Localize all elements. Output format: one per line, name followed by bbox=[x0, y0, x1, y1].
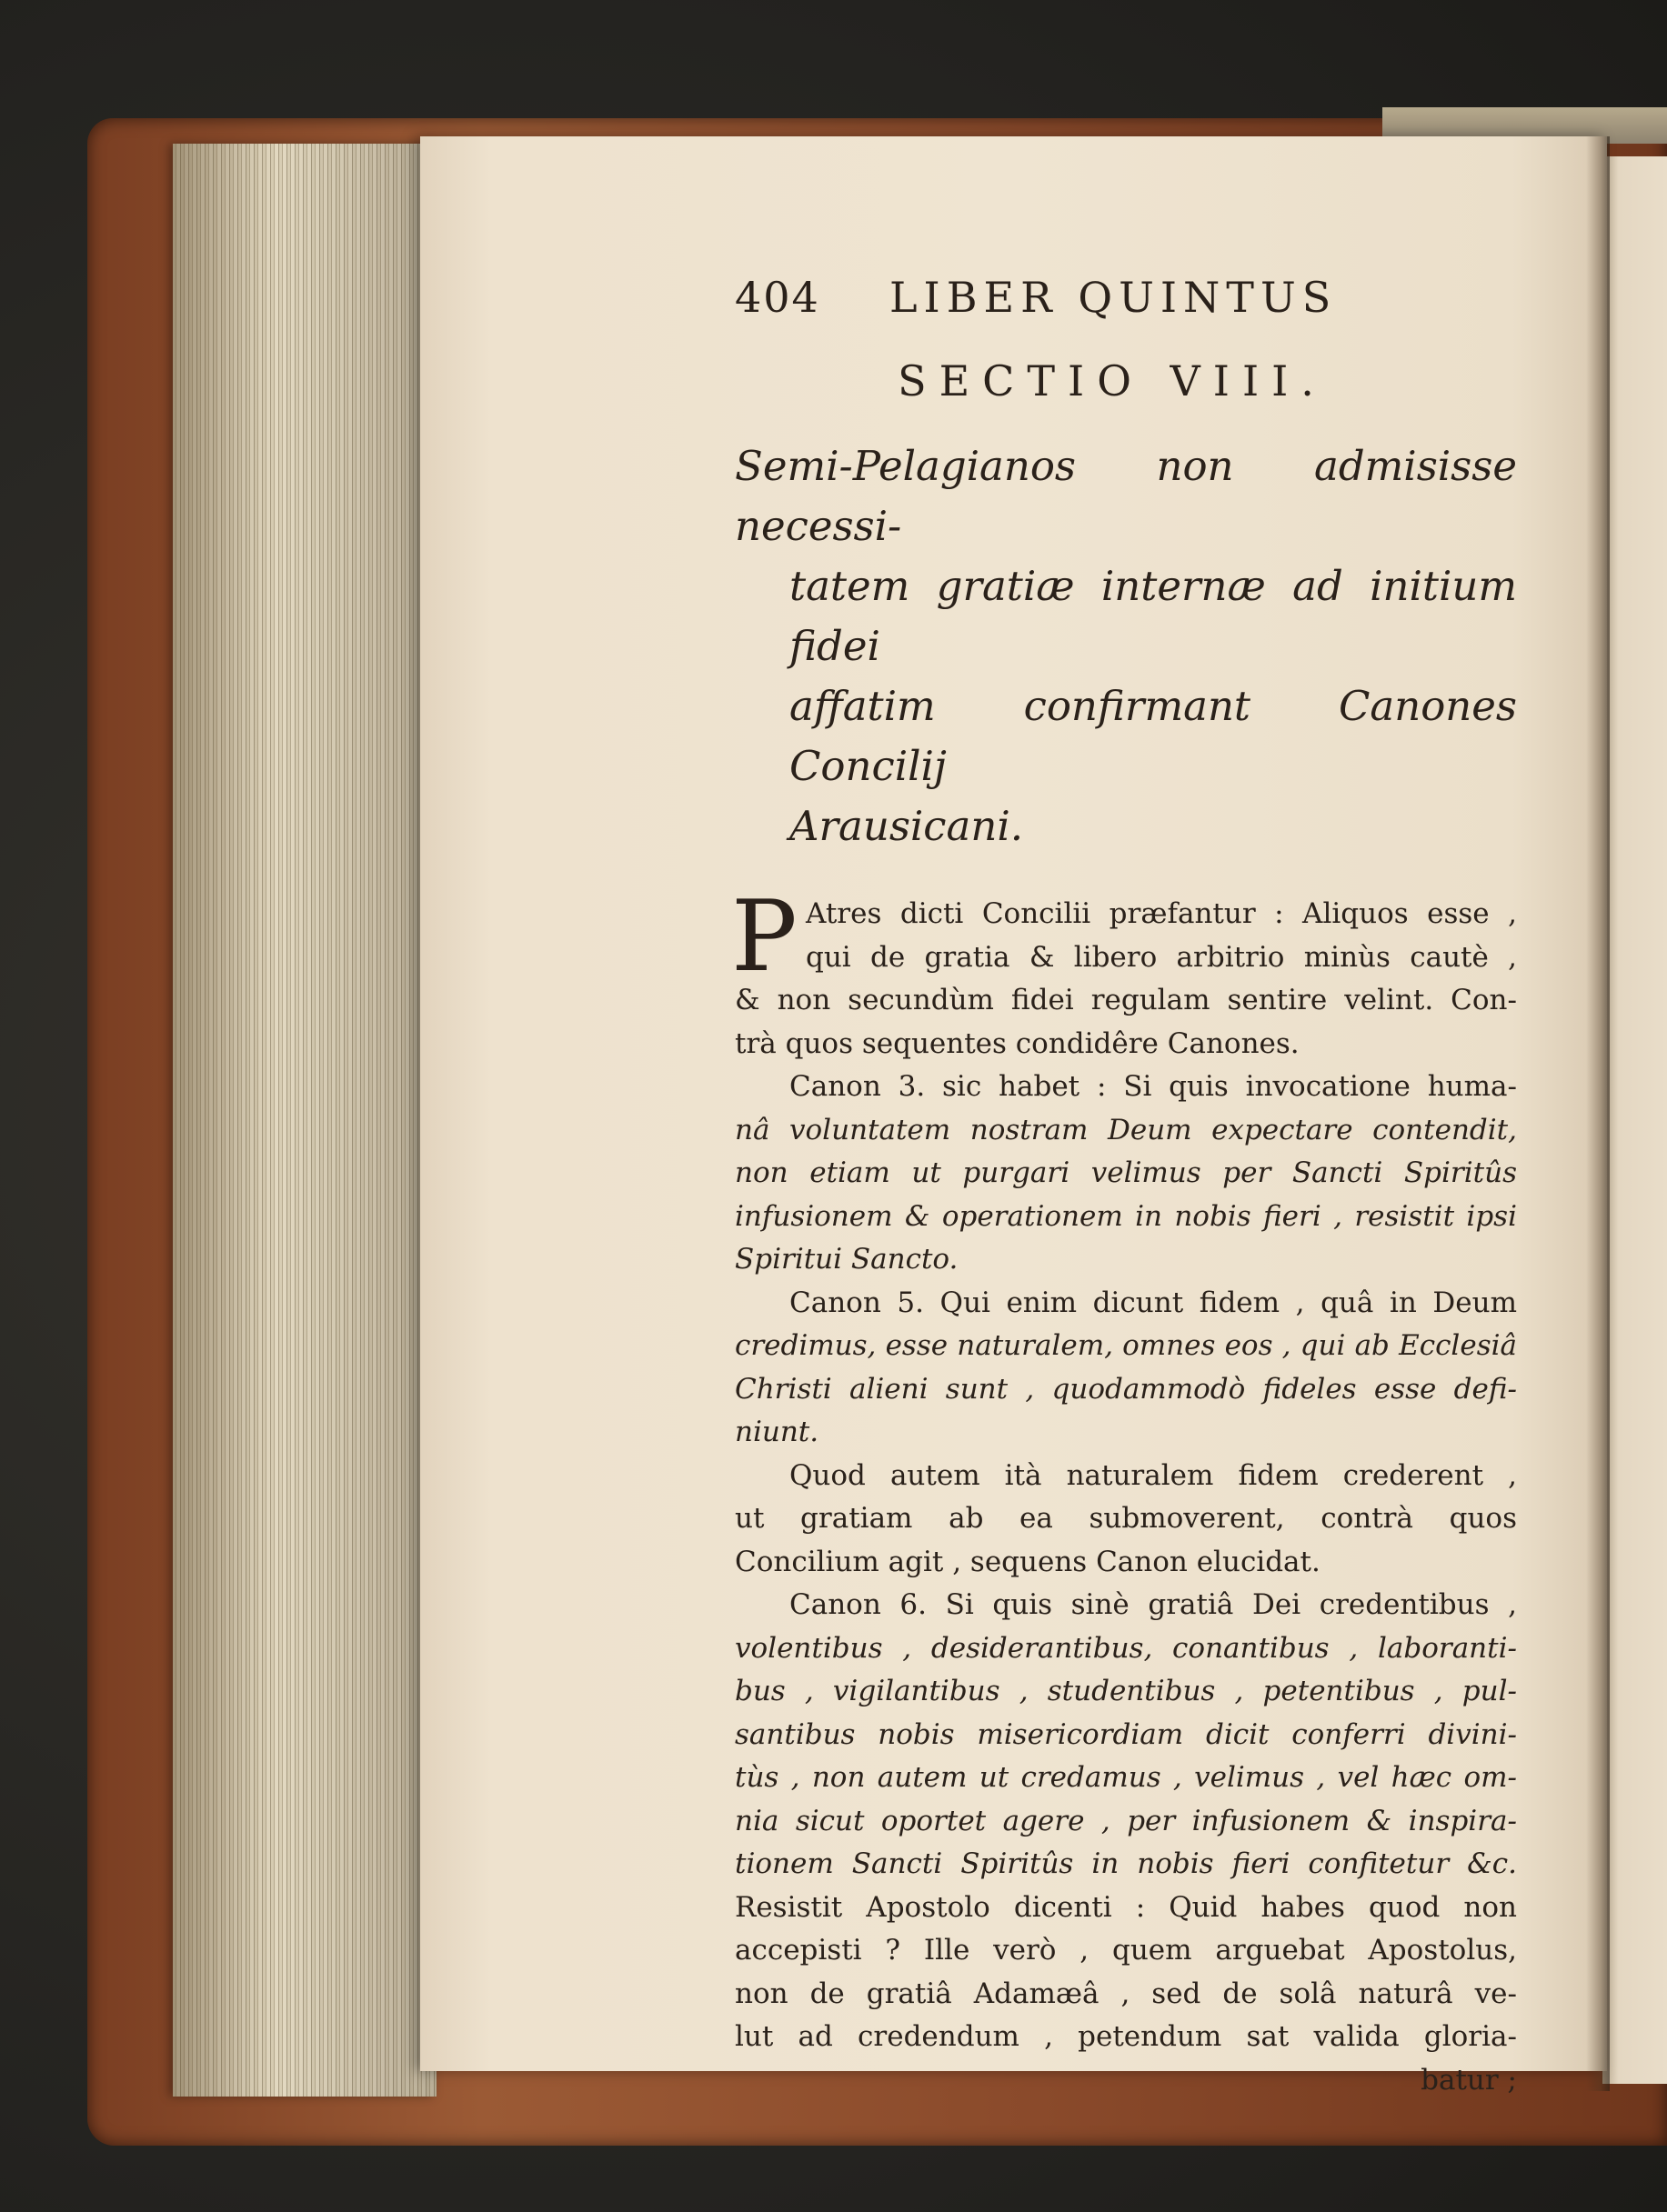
body-line: nia sicut oportet agere , per infusionem & inspira- bbox=[735, 1804, 1517, 1837]
body-line: Canon 5. Qui enim dicunt fidem , quâ in Deum bbox=[789, 1286, 1517, 1319]
body-line: Concilium agit , sequens Canon elucidat. bbox=[735, 1545, 1321, 1578]
body-line: qui de gratia & libero arbitrio minùs cautè , bbox=[806, 940, 1517, 974]
body-line: nâ voluntatem nostram Deum expectare contendit, bbox=[735, 1113, 1517, 1146]
facing-page-edge bbox=[1602, 156, 1667, 2084]
body-line: & non secundùm fidei regulam sentire velint. Con- bbox=[735, 984, 1517, 1016]
page-gutter-shadow bbox=[1586, 136, 1610, 2091]
body-line: credimus, esse naturalem, omnes eos , qui ab Ecclesiâ bbox=[735, 1329, 1517, 1362]
heading-line: tatem gratiæ internæ ad initium fidei bbox=[789, 562, 1517, 670]
body-line: niunt. bbox=[735, 1416, 819, 1448]
heading-line: Arausicani. bbox=[789, 802, 1024, 850]
body-line: Spiritui Sancto. bbox=[735, 1243, 959, 1276]
body-line: accepisti ? Ille verò , quem arguebat Apostolus, bbox=[735, 1934, 1517, 1967]
body-line: volentibus , desiderantibus, conantibus , laboranti- bbox=[735, 1631, 1517, 1665]
body-line: trà quos sequentes condidêre Canones. bbox=[735, 1026, 1300, 1060]
body-line: bus , vigilantibus , studentibus , petentibus , pul- bbox=[735, 1675, 1517, 1707]
opening-paragraph bbox=[731, 880, 1517, 994]
body-text bbox=[731, 880, 1517, 2102]
chapter-heading bbox=[735, 436, 1517, 856]
body-line: Canon 3. sic habet : Si quis invocatione huma- bbox=[789, 1070, 1517, 1103]
running-head bbox=[735, 273, 1517, 345]
drop-cap: P bbox=[731, 880, 798, 994]
body-line: lut ad credendum , petendum sat valida gloria- bbox=[735, 2020, 1517, 2053]
page-edges-shade bbox=[173, 144, 437, 2097]
body-line: infusionem & operationem in nobis fieri , resistit ipsi bbox=[735, 1199, 1517, 1233]
body-line: Canon 6. Si quis sinè gratiâ Dei credentibus , bbox=[789, 1588, 1517, 1621]
heading-line: affatim confirmant Canones Concilij bbox=[789, 682, 1517, 790]
body-line: non de gratiâ Adamæâ , sed de solâ naturâ ve- bbox=[735, 1977, 1517, 2010]
body-line: Quod autem ità naturalem fidem crederent , bbox=[789, 1458, 1517, 1492]
body-line: ut gratiam ab ea submoverent, contrà quos bbox=[735, 1502, 1517, 1535]
book-title: LIBER QUINTUS bbox=[889, 273, 1338, 322]
heading-line: Semi-Pelagianos non admisisse necessi- bbox=[735, 442, 1517, 550]
body-line: Resistit Apostolo dicenti : Quid habes quod non bbox=[735, 1890, 1517, 1924]
section-title: SECTIO VIII. bbox=[898, 356, 1327, 405]
page-text bbox=[731, 273, 1517, 2102]
body-line: non etiam ut purgari velimus per Sancti Spiritûs bbox=[735, 1156, 1517, 1189]
body-line: tùs , non autem ut credamus , velimus , vel hæc om- bbox=[735, 1761, 1517, 1794]
body-line: Christi alieni sunt , quodammodò fideles esse defi- bbox=[735, 1372, 1517, 1406]
page-number: 404 bbox=[735, 273, 820, 322]
catchword: batur ; bbox=[1421, 2063, 1517, 2097]
body-line: santibus nobis misericordiam dicit conferri divini- bbox=[735, 1717, 1517, 1751]
body-line: tionem Sancti Spiritûs in nobis fieri confitetur &c. bbox=[735, 1847, 1517, 1880]
body-line: Atres dicti Concilii præfantur : Aliquos esse , bbox=[806, 897, 1517, 930]
